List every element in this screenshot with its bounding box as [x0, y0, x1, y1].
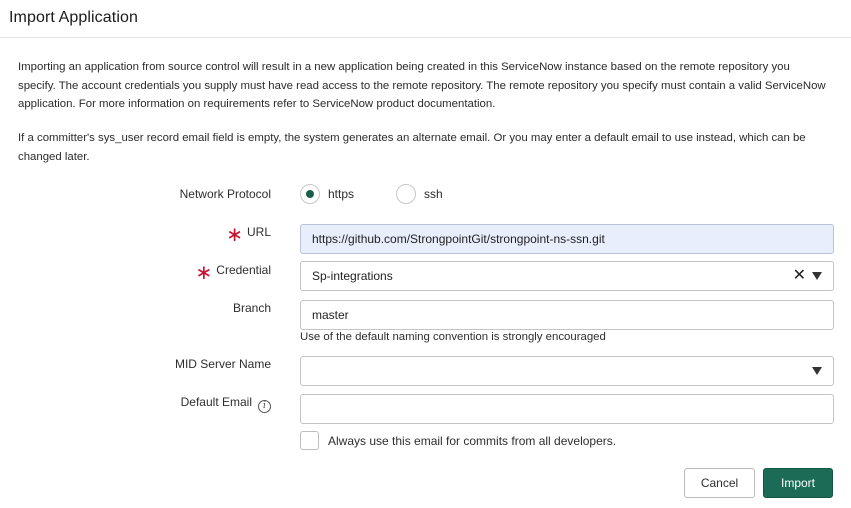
mid-server-select[interactable] — [300, 356, 834, 386]
chevron-down-icon[interactable] — [812, 367, 822, 375]
network-protocol-label: Network Protocol — [179, 187, 271, 201]
radio-ssh-indicator[interactable] — [396, 184, 416, 204]
radio-https-indicator[interactable] — [300, 184, 320, 204]
radio-https-label[interactable]: https — [328, 187, 355, 201]
url-input[interactable] — [300, 224, 834, 254]
description-paragraph-2: If a committer's sys_user record email field is empty, the system generates an alternate email. Or you may enter a default email to use instead, which can be changed later. — [18, 132, 806, 163]
credential-select[interactable] — [300, 261, 834, 291]
clear-icon[interactable]: ✕ — [792, 267, 806, 284]
cancel-button[interactable]: Cancel — [684, 468, 755, 498]
import-button[interactable]: Import — [763, 468, 833, 498]
radio-https[interactable] — [300, 184, 354, 204]
branch-hint: Use of the default naming convention is strongly encouraged — [300, 331, 606, 343]
url-input-value[interactable]: https://github.com/StrongpointGit/strongpoint-ns-ssn.git — [312, 232, 605, 246]
default-email-input[interactable] — [300, 394, 834, 424]
chevron-down-icon[interactable] — [812, 272, 822, 280]
radio-ssh-label[interactable]: ssh — [424, 187, 443, 201]
branch-label: Branch — [232, 301, 271, 315]
mid-server-label: MID Server Name — [174, 357, 271, 371]
always-use-email-row[interactable] — [300, 431, 616, 450]
credential-select-value[interactable]: Sp-integrations — [312, 269, 393, 283]
info-icon[interactable]: i — [258, 400, 271, 413]
credential-label: ∗ Credential — [195, 260, 271, 284]
branch-input[interactable] — [300, 300, 834, 330]
default-email-label: Default Email i — [181, 395, 271, 413]
dialog-title: Import Application — [9, 9, 138, 26]
radio-ssh[interactable] — [396, 184, 443, 204]
always-use-email-checkbox[interactable] — [300, 431, 319, 450]
required-asterisk-icon: ∗ — [195, 260, 213, 284]
dialog-header — [0, 0, 851, 38]
url-label: ∗ URL — [226, 222, 271, 246]
required-asterisk-icon: ∗ — [226, 222, 243, 246]
always-use-email-label[interactable]: Always use this email for commits from all developers. — [328, 433, 617, 448]
description-paragraph-1: Importing an application from source control will result in a new application being created in this ServiceNow instance based on the remote repository you specify. The account credentials you supply must have read access to the remote repository. The remote repository you specify must contain a valid ServiceNow application. For more information on requirements refer to ServiceNow product documentation. — [18, 61, 826, 110]
branch-input-value[interactable]: master — [312, 308, 349, 322]
